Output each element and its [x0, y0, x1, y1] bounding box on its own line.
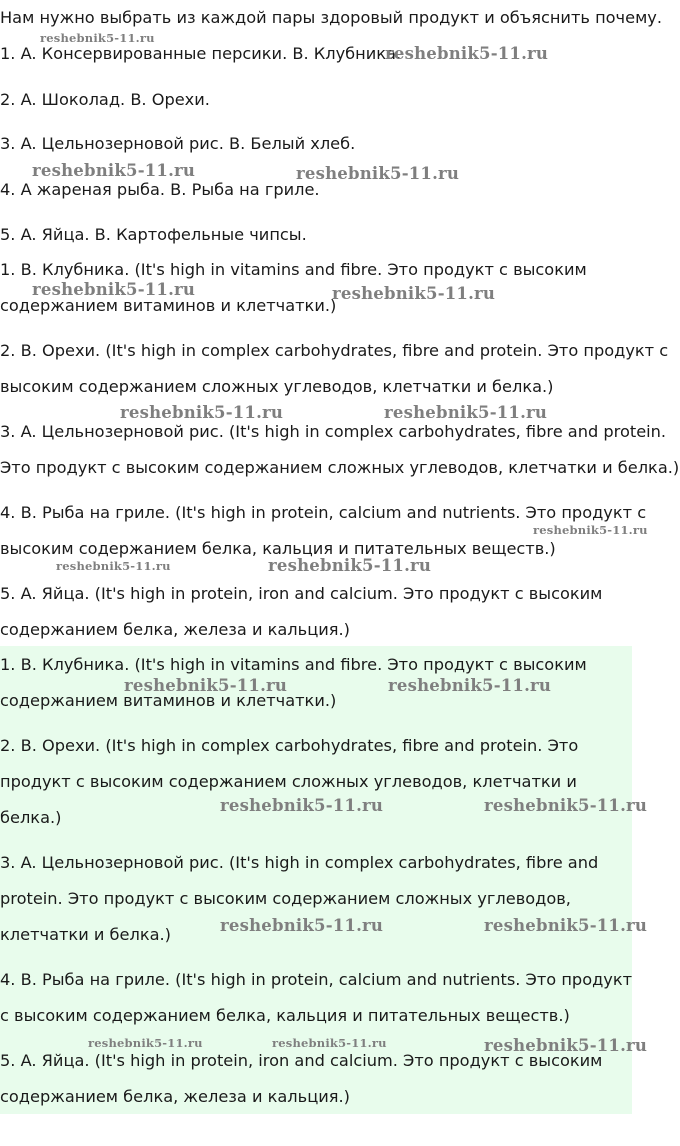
watermark: reshebnik5-11.ru: [388, 676, 552, 695]
watermark: reshebnik5-11.ru: [533, 523, 648, 537]
watermark: reshebnik5-11.ru: [484, 1036, 648, 1055]
hl-answer-1-line-1: 1. B. Клубника. (It's high in vitamins and fibre. Это продукт с высоким: [0, 655, 587, 674]
watermark: reshebnik5-11.ru: [385, 44, 549, 63]
task-text: Нам нужно выбрать из каждой пары здоровый продукт и объяснить почему.: [0, 8, 663, 27]
pair-5: 5. A. Яйца. B. Картофельные чипсы.: [0, 225, 307, 244]
answer-1-line-2: содержанием витаминов и клетчатки.): [0, 296, 337, 315]
watermark: reshebnik5-11.ru: [484, 796, 648, 815]
hl-answer-2-line-3: белка.): [0, 808, 62, 827]
answer-3-line-2: Это продукт с высоким содержанием сложных углеводов, клетчатки и белка.): [0, 458, 680, 477]
answer-1-line-1: 1. B. Клубника. (It's high in vitamins and fibre. Это продукт с высоким: [0, 260, 587, 279]
answer-2-line-2: высоким содержанием сложных углеводов, клетчатки и белка.): [0, 377, 554, 396]
hl-answer-4-line-2: с высоким содержанием белка, кальция и питательных веществ.): [0, 1006, 570, 1025]
watermark: reshebnik5-11.ru: [120, 403, 284, 422]
watermark: reshebnik5-11.ru: [56, 559, 171, 573]
answer-4-line-2: высоким содержанием белка, кальция и питательных веществ.): [0, 539, 556, 558]
pair-4: 4. A жареная рыба. B. Рыба на гриле.: [0, 180, 320, 199]
watermark: reshebnik5-11.ru: [32, 161, 196, 180]
pair-3: 3. A. Цельнозерновой рис. B. Белый хлеб.: [0, 134, 356, 153]
watermark: reshebnik5-11.ru: [124, 676, 288, 695]
hl-answer-2-line-1: 2. B. Орехи. (It's high in complex carbohydrates, fibre and protein. Это: [0, 736, 579, 755]
answer-4-line-1: 4. B. Рыба на гриле. (It's high in protein, calcium and nutrients. Это продукт с: [0, 503, 647, 522]
hl-answer-3-line-1: 3. A. Цельнозерновой рис. (It's high in complex carbohydrates, fibre and: [0, 853, 599, 872]
watermark: reshebnik5-11.ru: [32, 280, 196, 299]
hl-answer-3-line-2: protein. Это продукт с высоким содержанием сложных углеводов,: [0, 889, 571, 908]
watermark: reshebnik5-11.ru: [268, 556, 432, 575]
answer-3-line-1: 3. A. Цельнозерновой рис. (It's high in complex carbohydrates, fibre and protein.: [0, 422, 667, 441]
watermark: reshebnik5-11.ru: [220, 916, 384, 935]
watermark: reshebnik5-11.ru: [484, 916, 648, 935]
watermark: reshebnik5-11.ru: [296, 164, 460, 183]
hl-answer-4-line-1: 4. B. Рыба на гриле. (It's high in protein, calcium and nutrients. Это продукт: [0, 970, 633, 989]
pair-1: 1. A. Консервированные персики. B. Клубника.: [0, 44, 402, 63]
watermark: reshebnik5-11.ru: [88, 1036, 203, 1050]
answer-5-line-2: содержанием белка, железа и кальция.): [0, 620, 350, 639]
watermark: reshebnik5-11.ru: [40, 31, 155, 45]
hl-answer-1-line-2: содержанием витаминов и клетчатки.): [0, 691, 337, 710]
answer-5-line-1: 5. A. Яйца. (It's high in protein, iron and calcium. Это продукт с высоким: [0, 584, 603, 603]
hl-answer-3-line-3: клетчатки и белка.): [0, 925, 171, 944]
pair-2: 2. A. Шоколад. B. Орехи.: [0, 90, 210, 109]
hl-answer-5-line-2: содержанием белка, железа и кальция.): [0, 1087, 350, 1106]
hl-answer-5-line-1: 5. A. Яйца. (It's high in protein, iron and calcium. Это продукт с высоким: [0, 1051, 603, 1070]
hl-answer-2-line-2: продукт с высоким содержанием сложных углеводов, клетчатки и: [0, 772, 577, 791]
watermark: reshebnik5-11.ru: [332, 284, 496, 303]
watermark: reshebnik5-11.ru: [384, 403, 548, 422]
answer-2-line-1: 2. B. Орехи. (It's high in complex carbohydrates, fibre and protein. Это продукт с: [0, 341, 669, 360]
watermark: reshebnik5-11.ru: [272, 1036, 387, 1050]
watermark: reshebnik5-11.ru: [220, 796, 384, 815]
